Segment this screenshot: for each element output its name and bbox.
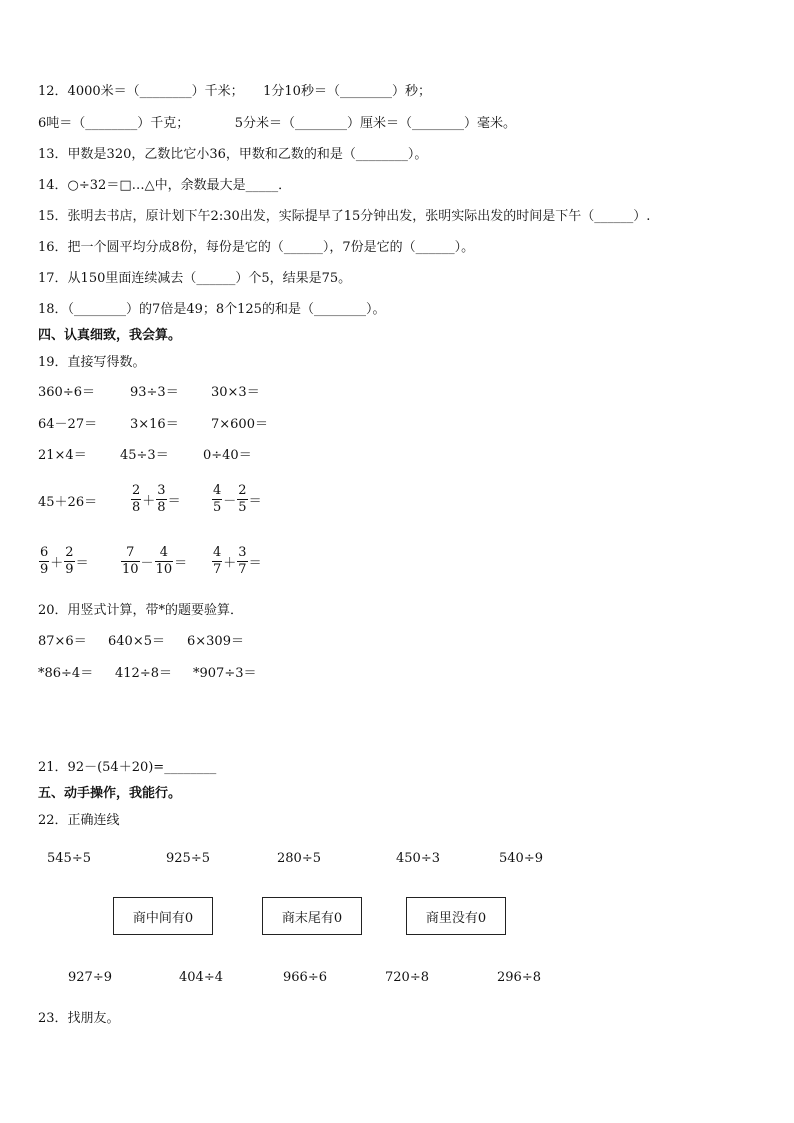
question-16: 16．把一个圆平均分成8份，每份是它的（______），7份是它的（______）。	[38, 240, 475, 255]
question-13: 13．甲数是320，乙数比它小36，甲数和乙数的和是（________）。	[38, 147, 428, 162]
equals-sign: ＝	[248, 494, 262, 509]
question-12-line-2: 6吨＝（________）千克； 5分米＝（________）厘米＝（________）毫米。	[38, 116, 517, 131]
bottom-division-expression: 966÷6	[283, 970, 327, 985]
numerator: 4	[213, 483, 222, 498]
top-division-expression: 540÷9	[499, 851, 543, 866]
fraction	[64, 545, 74, 578]
fraction-expression	[120, 545, 187, 578]
fraction	[212, 483, 222, 516]
calc-item: 45÷3＝	[120, 448, 169, 463]
top-division-expression: 450÷3	[396, 851, 440, 866]
fraction	[212, 545, 222, 578]
question-14: 14．○÷32＝□…△中，余数最大是_____．	[38, 178, 292, 193]
fraction	[237, 545, 247, 578]
numerator: 6	[40, 545, 49, 560]
question-12-line-1: 12．4000米＝（________）千米； 1分10秒＝（________）秒；	[38, 84, 431, 99]
question-17: 17．从150里面连续减去（______）个5，结果是75。	[38, 271, 352, 286]
denominator: 7	[213, 562, 222, 577]
equals-sign: ＝	[248, 556, 262, 571]
vertical-calc-item: *86÷4＝	[38, 666, 94, 681]
top-division-expression: 545÷5	[47, 851, 91, 866]
denominator: 10	[122, 562, 139, 577]
fraction	[39, 545, 49, 578]
section-4-heading: 四、认真细致，我会算。	[38, 328, 182, 343]
question-20: 20．用竖式计算，带*的题要验算．	[38, 603, 244, 618]
question-21: 21．92－(54＋20)=________	[38, 760, 217, 775]
denominator: 5	[238, 500, 247, 515]
numerator: 2	[65, 545, 74, 560]
vertical-calc-item: 87×6＝	[38, 634, 87, 649]
numerator: 3	[157, 483, 166, 498]
fraction	[131, 483, 141, 516]
denominator: 9	[65, 562, 74, 577]
fraction-expression	[38, 545, 89, 578]
calc-item: 64－27＝	[38, 417, 98, 432]
section-5-heading: 五、动手操作，我能行。	[38, 786, 182, 801]
operator: ＋	[142, 494, 156, 509]
bottom-division-expression: 296÷8	[497, 970, 541, 985]
calc-item: 7×600＝	[211, 417, 268, 432]
calc-item: 45＋26＝	[38, 495, 98, 510]
calc-item: 30×3＝	[211, 385, 260, 400]
category-box-no-zero[interactable]: 商里没有0	[406, 897, 506, 935]
fraction-expression	[130, 483, 181, 516]
fraction-expression	[211, 545, 262, 578]
numerator: 7	[126, 545, 135, 560]
top-division-expression: 925÷5	[166, 851, 210, 866]
numerator: 2	[238, 483, 247, 498]
numerator: 2	[132, 483, 141, 498]
top-division-expression: 280÷5	[277, 851, 321, 866]
calc-item: 360÷6＝	[38, 385, 95, 400]
bottom-division-expression: 927÷9	[68, 970, 112, 985]
fraction-expression	[211, 483, 262, 516]
denominator: 5	[213, 500, 222, 515]
numerator: 4	[159, 545, 168, 560]
question-18: 18．（________）的7倍是49；8个125的和是（________）。	[38, 302, 386, 317]
bottom-division-expression: 720÷8	[385, 970, 429, 985]
denominator: 10	[155, 562, 173, 577]
calc-item: 21×4＝	[38, 448, 87, 463]
operator: －	[223, 494, 237, 509]
numerator: 3	[238, 545, 247, 560]
denominator: 9	[40, 562, 49, 577]
denominator: 8	[157, 500, 166, 515]
fraction	[156, 483, 166, 516]
question-23: 23．找朋友。	[38, 1011, 120, 1026]
denominator: 7	[238, 562, 247, 577]
calc-item: 3×16＝	[130, 417, 179, 432]
equals-sign: ＝	[167, 494, 181, 509]
category-box-end-zero[interactable]: 商末尾有0	[262, 897, 362, 935]
operator: ＋	[50, 556, 64, 571]
vertical-calc-item: *907÷3＝	[193, 666, 257, 681]
operator: －	[140, 556, 154, 571]
question-22: 22．正确连线	[38, 813, 120, 828]
question-19: 19．直接写得数。	[38, 355, 146, 370]
fraction	[121, 545, 140, 578]
calc-item: 93÷3＝	[130, 385, 179, 400]
numerator: 4	[213, 545, 222, 560]
bottom-division-expression: 404÷4	[179, 970, 223, 985]
operator: ＋	[223, 556, 237, 571]
fraction	[155, 545, 174, 578]
fraction	[237, 483, 247, 516]
equals-sign: ＝	[174, 556, 188, 571]
calc-item: 0÷40＝	[203, 448, 252, 463]
question-15: 15．张明去书店，原计划下午2:30出发，实际提早了15分钟出发，张明实际出发的时间是下午（______）.	[38, 209, 651, 224]
vertical-calc-item: 640×5＝	[108, 634, 165, 649]
equals-sign: ＝	[75, 556, 89, 571]
vertical-calc-item: 412÷8＝	[115, 666, 172, 681]
denominator: 8	[132, 500, 141, 515]
category-box-middle-zero[interactable]: 商中间有0	[113, 897, 213, 935]
vertical-calc-item: 6×309＝	[187, 634, 244, 649]
